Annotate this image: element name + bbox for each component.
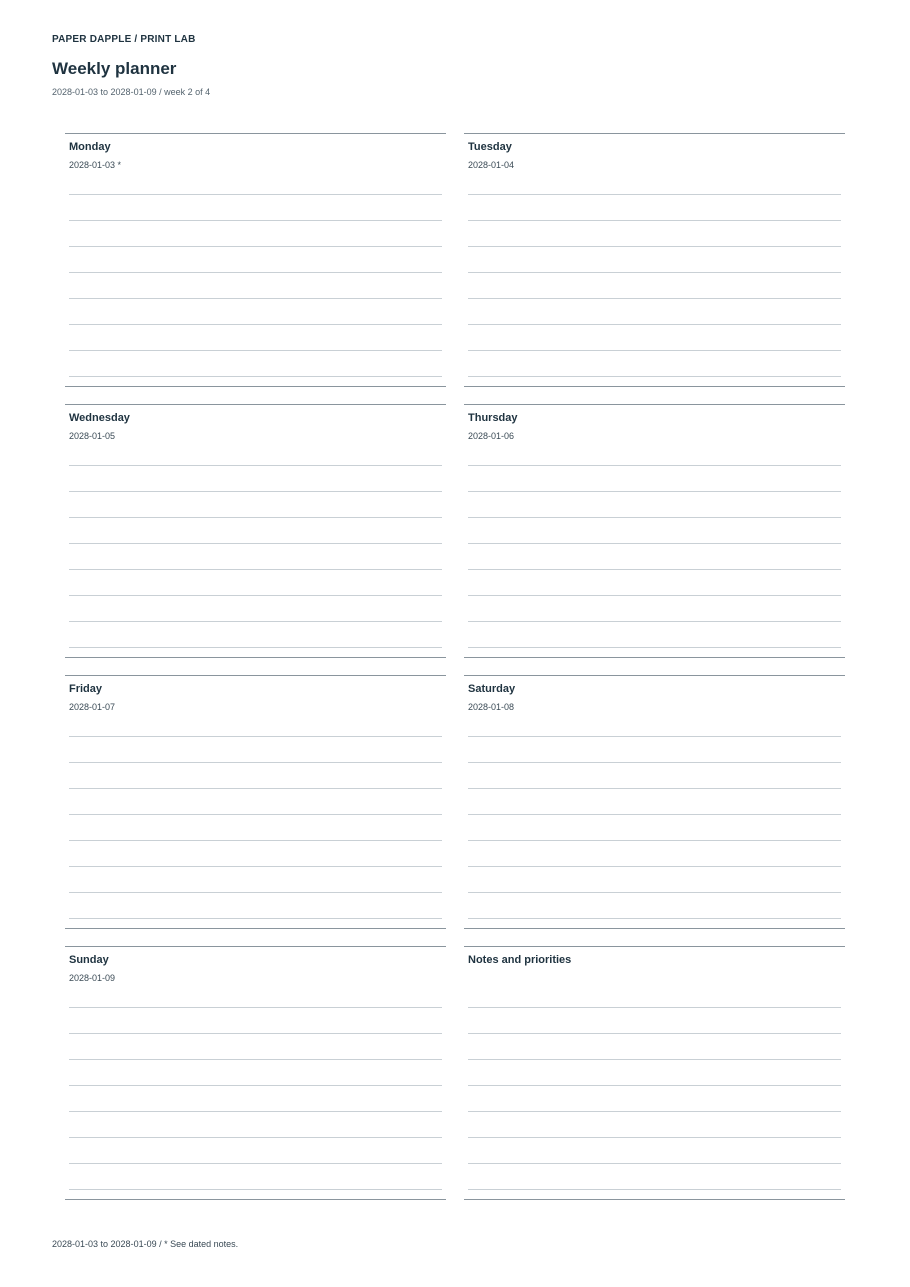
writing-line	[69, 569, 442, 570]
writing-line	[69, 1085, 442, 1086]
writing-line	[468, 1111, 841, 1112]
writing-line	[468, 840, 841, 841]
day-panel-wednesday	[65, 404, 446, 658]
writing-line	[468, 595, 841, 596]
writing-line	[69, 621, 442, 622]
writing-line	[69, 647, 442, 648]
day-name: Saturday	[468, 683, 516, 695]
day-panel-monday	[65, 133, 446, 387]
writing-line	[468, 350, 841, 351]
writing-line	[69, 272, 442, 273]
writing-line	[69, 918, 442, 919]
writing-line	[69, 1059, 442, 1060]
day-date: 2028-01-04	[468, 160, 515, 170]
notes-panel	[464, 946, 845, 1200]
writing-line	[468, 298, 841, 299]
writing-line	[69, 892, 442, 893]
writing-line	[468, 1033, 841, 1034]
day-date: 2028-01-08	[468, 702, 515, 712]
day-panel-tuesday	[464, 133, 845, 387]
writing-line	[468, 569, 841, 570]
writing-line	[468, 1085, 841, 1086]
writing-line	[468, 1059, 841, 1060]
writing-line	[468, 1163, 841, 1164]
writing-line	[468, 246, 841, 247]
day-date: 2028-01-06	[468, 431, 515, 441]
day-date: 2028-01-05	[69, 431, 116, 441]
day-name: Thursday	[468, 412, 518, 424]
writing-line	[468, 194, 841, 195]
writing-line	[69, 324, 442, 325]
writing-line	[69, 866, 442, 867]
writing-line	[69, 595, 442, 596]
day-name: Tuesday	[468, 141, 512, 153]
writing-line	[468, 814, 841, 815]
day-panel-thursday	[464, 404, 845, 658]
writing-line	[468, 1189, 841, 1190]
writing-line	[69, 762, 442, 763]
writing-line	[468, 892, 841, 893]
writing-line	[468, 376, 841, 377]
writing-line	[468, 788, 841, 789]
writing-line	[69, 491, 442, 492]
writing-line	[69, 376, 442, 377]
writing-line	[69, 814, 442, 815]
writing-line	[69, 1137, 442, 1138]
writing-line	[69, 517, 442, 518]
writing-line	[468, 543, 841, 544]
writing-line	[468, 866, 841, 867]
day-name: Monday	[69, 141, 111, 153]
day-panel-sunday	[65, 946, 446, 1200]
writing-line	[69, 1007, 442, 1008]
day-date: 2028-01-09	[69, 973, 116, 983]
day-name: Friday	[69, 683, 103, 695]
writing-line	[468, 736, 841, 737]
notes-title: Notes and priorities	[468, 954, 572, 966]
page-footer: 2028-01-03 to 2028-01-09 / * See dated notes.	[52, 1239, 239, 1249]
writing-line	[69, 736, 442, 737]
writing-line	[468, 1007, 841, 1008]
brand-label: PAPER DAPPLE / PRINT LAB	[52, 34, 196, 45]
writing-line	[468, 647, 841, 648]
writing-line	[468, 762, 841, 763]
writing-line	[468, 621, 841, 622]
writing-line	[69, 298, 442, 299]
writing-line	[69, 220, 442, 221]
writing-line	[69, 194, 442, 195]
writing-line	[468, 272, 841, 273]
writing-line	[468, 324, 841, 325]
day-name: Wednesday	[69, 412, 130, 424]
writing-line	[468, 491, 841, 492]
writing-line	[468, 918, 841, 919]
writing-line	[69, 1163, 442, 1164]
day-panel-friday	[65, 675, 446, 929]
day-date: 2028-01-03 *	[69, 160, 122, 170]
writing-line	[69, 840, 442, 841]
writing-line	[69, 350, 442, 351]
writing-line	[468, 220, 841, 221]
writing-line	[69, 788, 442, 789]
page-subtitle: 2028-01-03 to 2028-01-09 / week 2 of 4	[52, 87, 211, 97]
writing-line	[69, 543, 442, 544]
day-panel-saturday	[464, 675, 845, 929]
writing-line	[69, 246, 442, 247]
page-title: Weekly planner	[52, 59, 177, 78]
writing-line	[69, 1111, 442, 1112]
writing-line	[69, 1189, 442, 1190]
writing-line	[468, 517, 841, 518]
writing-line	[69, 1033, 442, 1034]
writing-line	[468, 465, 841, 466]
writing-line	[69, 465, 442, 466]
writing-line	[468, 1137, 841, 1138]
day-date: 2028-01-07	[69, 702, 116, 712]
day-name: Sunday	[69, 954, 109, 966]
